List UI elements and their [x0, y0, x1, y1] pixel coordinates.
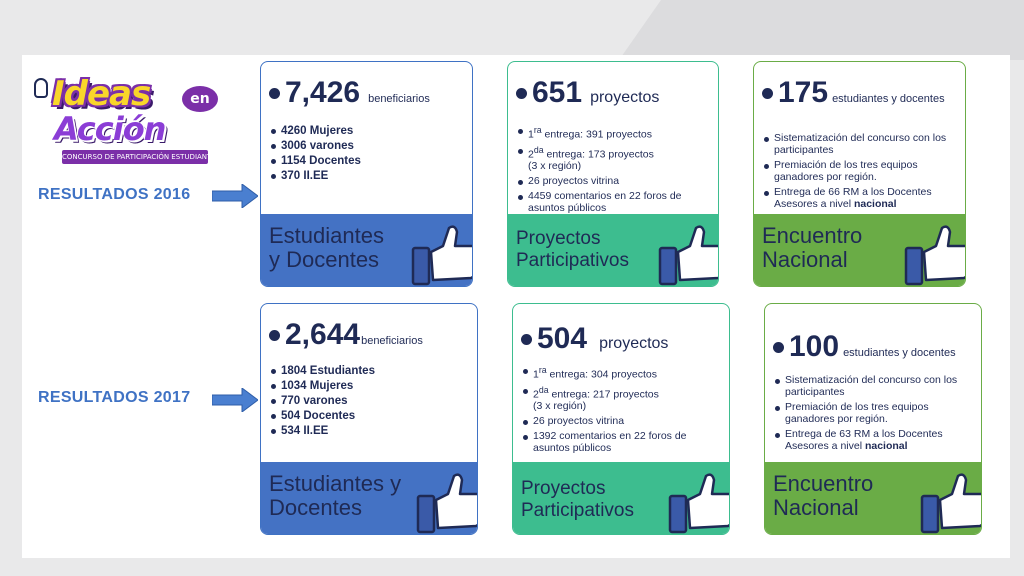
year-label-2016: RESULTADOS 2016: [38, 186, 191, 203]
footer-title: [269, 472, 419, 520]
footer-title: [521, 478, 671, 522]
footer-title: [269, 224, 419, 272]
background-shape: [619, 0, 1024, 60]
list-item: Entrega de 66 RM a los Docentes Asesores a nivel nacional: [764, 186, 962, 210]
list-item: 4459 comentarios en 22 foros de asuntos públicos: [518, 190, 714, 214]
list-item: $2^{da}$ entrega: 217 proyectos (3 x región): [523, 384, 723, 413]
list-item: Sistematización del concurso con los participantes: [775, 374, 975, 398]
headline: [269, 318, 423, 352]
footer-line: Proyectos: [516, 228, 601, 249]
logo-line-1: Ideas: [52, 74, 151, 114]
headline-unit: estudiantes y docentes: [843, 347, 956, 359]
headline: [762, 76, 945, 110]
list-item: 370 II.EE: [271, 169, 361, 184]
list-item: 26 proyectos vitrina: [518, 175, 714, 187]
headline: [773, 330, 956, 364]
card-2016-projects: [507, 61, 719, 287]
logo-banner: CONCURSO DE PARTICIPACIÓN ESTUDIANTIL: [62, 150, 208, 164]
list-item: $2^{da}$ entrega: 173 proyectos (3 x región): [518, 144, 714, 173]
list-item: 1804 Estudiantes: [271, 364, 375, 379]
footer-line: Proyectos: [521, 478, 606, 499]
footer-title: [516, 228, 666, 272]
lightbulb-icon: [34, 78, 48, 98]
footer-title: [762, 224, 912, 272]
list-item: 1392 comentarios en 22 foros de asuntos públicos: [523, 430, 723, 454]
footer-line: y Docentes: [269, 247, 380, 272]
footer-line: Encuentro: [762, 223, 863, 248]
arrow-right-icon: [212, 388, 258, 412]
bullet-dot: [521, 334, 532, 345]
footer-line: Encuentro: [773, 471, 874, 496]
thumbs-up-icon: [668, 470, 730, 535]
bullet-dot: [269, 88, 280, 99]
list-item: Premiación de los tres equipos ganadores por región.: [775, 401, 975, 425]
thumbs-up-icon: [411, 222, 473, 287]
arrow-right-icon: [212, 184, 258, 208]
footer-line: Docentes: [269, 495, 362, 520]
headline-unit: proyectos: [599, 335, 669, 352]
headline: [269, 76, 430, 110]
list-item: 26 proyectos vitrina: [523, 415, 723, 427]
logo-line-2: Acción: [54, 110, 166, 148]
headline-unit: beneficiarios: [368, 93, 430, 105]
bullet-dot: [269, 330, 280, 341]
list-item: 1154 Docentes: [271, 154, 361, 169]
thumbs-up-icon: [904, 222, 966, 287]
thumbs-up-icon: [658, 222, 719, 287]
footer-line: Estudiantes y: [269, 471, 402, 496]
headline-number: 175: [778, 76, 829, 109]
list-item: Premiación de los tres equipos ganadores por región.: [764, 159, 962, 183]
list-item: 770 varones: [271, 394, 375, 409]
item-list: [775, 374, 975, 455]
item-list: [764, 132, 962, 213]
headline-number: 7,426: [285, 76, 361, 109]
footer-line: Nacional: [762, 247, 848, 272]
thumbs-up-icon: [416, 470, 478, 535]
bullet-dot: [762, 88, 773, 99]
card-2017-students: [260, 303, 478, 535]
list-item: 3006 varones: [271, 139, 361, 154]
headline: [521, 322, 668, 356]
footer-line: Estudiantes: [269, 223, 384, 248]
headline-number: 504: [537, 322, 588, 355]
item-list: [523, 364, 723, 457]
footer-line: Nacional: [773, 495, 859, 520]
list-item: 1034 Mujeres: [271, 379, 375, 394]
list-item: Entrega de 63 RM a los Docentes Asesores a nivel nacional: [775, 428, 975, 452]
logo-en-badge: en: [182, 86, 218, 112]
item-list: [271, 364, 375, 439]
headline-number: 100: [789, 330, 840, 363]
list-item: 4260 Mujeres: [271, 124, 361, 139]
footer-line: Participativos: [516, 250, 629, 271]
headline: [516, 76, 659, 110]
card-2016-meeting: [753, 61, 966, 287]
list-item: 534 II.EE: [271, 424, 375, 439]
headline-number: 651: [532, 76, 583, 109]
bullet-dot: [773, 342, 784, 353]
item-list: [518, 124, 714, 217]
item-list: [271, 124, 361, 184]
list-item: $1^{ra}$ entrega: 304 proyectos: [523, 364, 723, 381]
card-2017-projects: [512, 303, 730, 535]
year-label-2017: RESULTADOS 2017: [38, 389, 191, 406]
headline-unit: beneficiarios: [361, 335, 423, 347]
footer-line: Participativos: [521, 500, 634, 521]
headline-unit: proyectos: [590, 89, 660, 106]
list-item: Sistematización del concurso con los participantes: [764, 132, 962, 156]
list-item: $1^{ra}$ entrega: 391 proyectos: [518, 124, 714, 141]
list-item: 504 Docentes: [271, 409, 375, 424]
footer-title: [773, 472, 923, 520]
card-2017-meeting: [764, 303, 982, 535]
headline-unit: estudiantes y docentes: [832, 93, 945, 105]
thumbs-up-icon: [920, 470, 982, 535]
card-2016-students: [260, 61, 473, 287]
ideas-en-accion-logo: [32, 68, 222, 168]
bullet-dot: [516, 88, 527, 99]
headline-number: 2,644: [285, 318, 361, 351]
